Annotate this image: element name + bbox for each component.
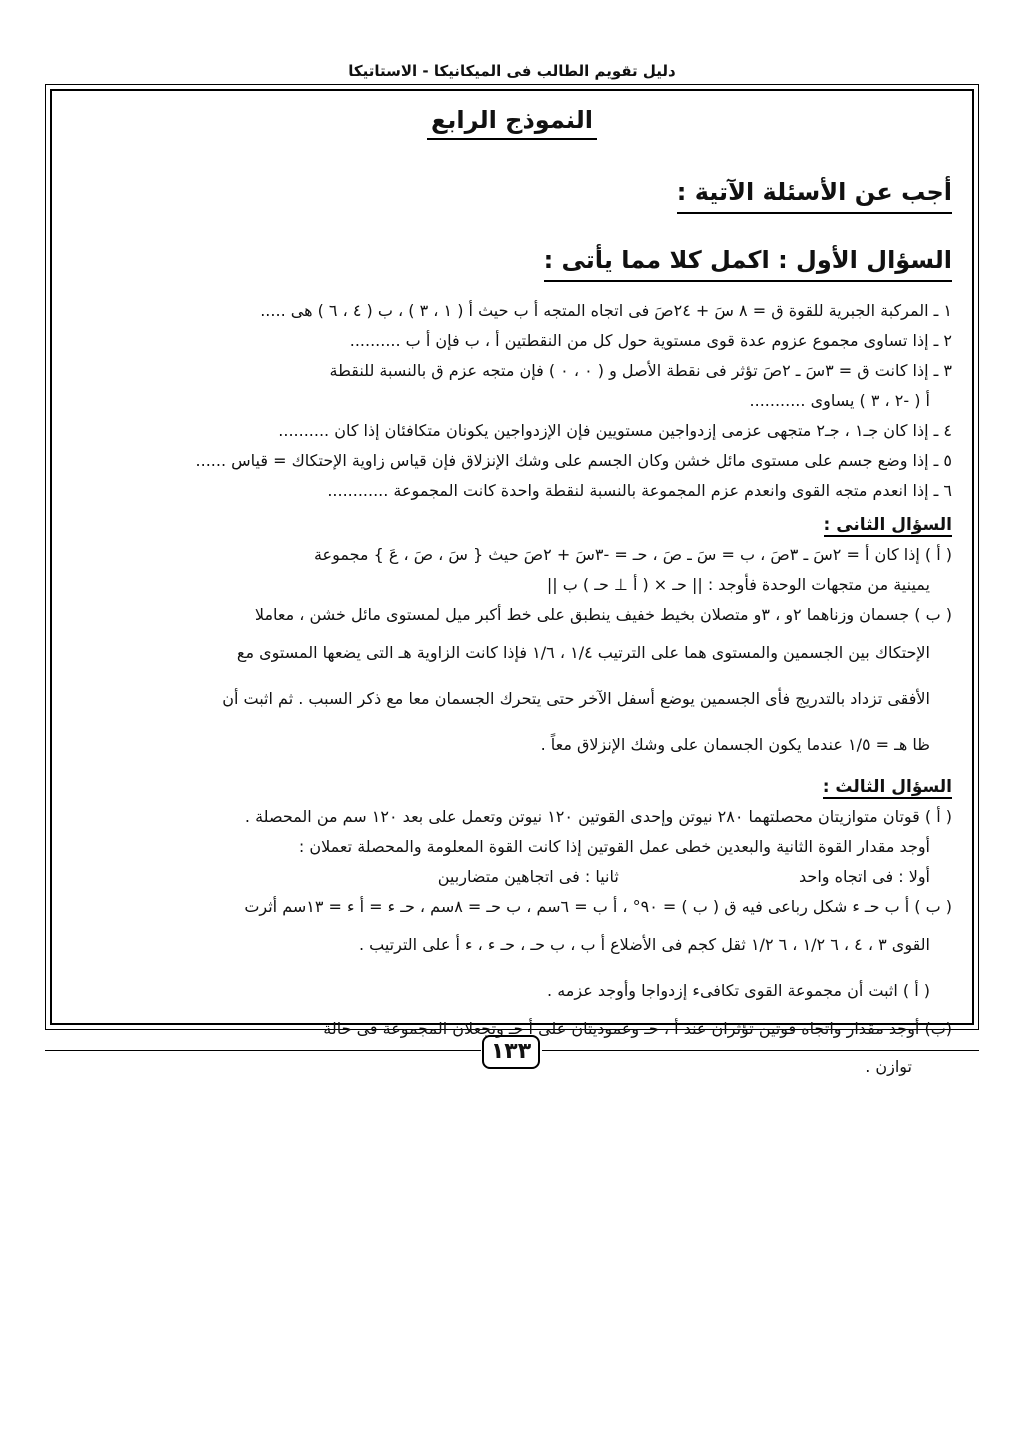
q2-part-b-line-1: ( ب ) جسمان وزناهما ٢و ، ٣و متصلان بخيط خفيف ينطبق على خط أكبر ميل لمستوى مائل خشن ، معاملا: [254, 605, 952, 624]
q2-part-b-line-4: ظا هـ = ١/٥ عندما يكون الجسمان على وشك الإنزلاق معاً .: [540, 735, 930, 754]
q1-item-3-continued: أ ( -٢ ، ٣ ) يساوى ...........: [749, 391, 930, 410]
question-3-heading: السؤال الثالث :: [822, 777, 952, 797]
q3-part-b-sub-b: (ب) أوجد مقدار واتجاه قوتين تؤثران عند أ ، حـ وعموديتان على أ حـ وتجعلان المجموعة فى حالة: [323, 1019, 952, 1038]
q2-part-b-line-3: الأفقى تزداد بالتدريج فأى الجسمين يوضع أسفل الآخر حتى يتحرك الجسمان معا مع ذكر السبب . ثم اثبت أن: [222, 689, 930, 708]
q3-part-b-sub-b-continued: توازن .: [865, 1057, 912, 1076]
q3-case-first: أولا : فى اتجاه واحد: [799, 867, 930, 886]
q3-case-second: ثانيا : فى اتجاهين متضاربين: [437, 867, 619, 886]
question-2-heading: السؤال الثانى :: [823, 515, 952, 535]
q1-item-1: ١ ـ المركبة الجبرية للقوة ق = ٨ سَ + ٢٤صَ فى اتجاه المتجه أ ب حيث أ ( ١ ، ٣ ) ، ب ( ٤ ، ٦ ) هى .....: [260, 301, 952, 320]
q2-part-b-line-2: الإحتكاك بين الجسمين والمستوى هما على الترتيب ١/٤ ، ١/٦ فإذا كانت الزاوية هـ التى يضعها المستوى مع: [236, 643, 930, 662]
page-number: ١٣٣: [482, 1035, 540, 1069]
q3-part-b-sub-a: ( أ ) اثبت أن مجموعة القوى تكافىء إزدواجا وأوجد عزمه .: [547, 981, 930, 1000]
q2-part-a-line-1: ( أ ) إذا كان أ = ٢سَ ـ ٣صَ ، ب = سَ ـ صَ ، حـ = -٣سَ + ٢صَ حيث { سَ ، صَ ، عَ } مجموعة: [313, 545, 952, 564]
q3-cases: [72, 862, 952, 892]
q3-part-a-line-2: أوجد مقدار القوة الثانية والبعدين خطى عمل القوتين إذا كانت القوة المعلومة والمحصلة تعملان :: [298, 837, 930, 856]
q3-part-a-line-1: ( أ ) قوتان متوازيتان محصلتهما ٢٨٠ نيوتن وإحدى القوتين ١٢٠ نيوتن وتعمل على بعد ١٢٠ سم من المحصلة .: [244, 807, 952, 826]
q3-part-b-line-2: القوى ٣ ، ٤ ، ٦ ١/٢ ، ٦ ١/٢ ثقل كجم فى الأضلاع أ ب ، ب حـ ، حـ ء ، ء أ على الترتيب .: [358, 935, 930, 954]
instruction: أجب عن الأسئلة الآتية :: [72, 178, 952, 206]
running-header: دليل تقويم الطالب فى الميكانيكا - الاستاتيكا: [348, 62, 676, 80]
footer-rule-left: [45, 1050, 481, 1051]
question-1-items: [72, 296, 952, 506]
q1-item-4: ٤ ـ إذا كان جـ١ ، جـ٢ متجهى عزمى إزدواجين مستويين فإن الإزدواجين يكونان متكافئان إذا كان ..........: [278, 421, 952, 440]
q1-item-6: ٦ ـ إذا انعدم متجه القوى وانعدم عزم المجموعة بالنسبة لنقطة واحدة كانت المجموعة ............: [327, 481, 952, 500]
question-1-heading: السؤال الأول : اكمل كلا مما يأتى :: [72, 246, 952, 274]
q1-item-2: ٢ ـ إذا تساوى مجموع عزوم عدة قوى مستوية حول كل من النقطتين أ ، ب فإن أ ب ..........: [349, 331, 952, 350]
q2-part-a-line-2: يمينية من متجهات الوحدة فأوجد : || حـ × ( أ ⊥ حـ ) ب ||: [546, 575, 930, 594]
q1-item-3: ٣ ـ إذا كانت ق = ٣سَ ـ ٢صَ تؤثر فى نقطة الأصل و ( ٠ ، ٠ ) فإن متجه عزم ق بالنسبة للنقطة: [329, 361, 952, 380]
model-title: النموذج الرابع: [72, 106, 952, 134]
q1-item-5: ٥ ـ إذا وضع جسم على مستوى مائل خشن وكان الجسم على وشك الإنزلاق فإن قياس زاوية الإحتكاك = قياس ......: [195, 451, 952, 470]
footer-rule-right: [542, 1050, 979, 1051]
q3-part-b-line-1: ( ب ) أ ب حـ ء شكل رباعى فيه ق ( ب ) = ٩٠° ، أ ب = ٦سم ، ب حـ = ٨سم ، حـ ء = أ ء = ١٣سم أثرت: [244, 897, 952, 916]
